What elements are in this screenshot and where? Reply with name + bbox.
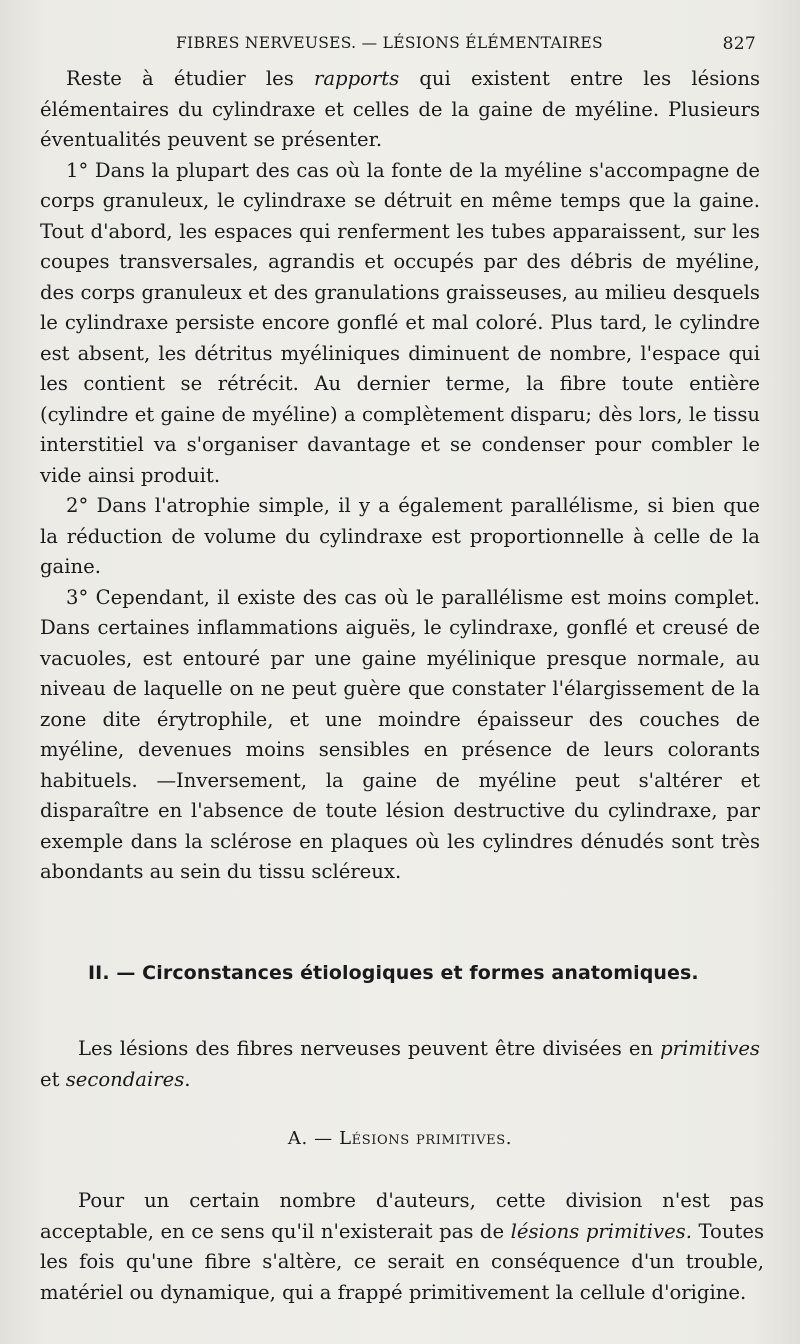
paragraph-text: Toutes les fois qu'une fibre s'altère, ce serait en conséquence d'un trouble, matériel ou dynamique, qui a frappé primitivement la cellule d'origine. (40, 1219, 764, 1304)
paragraph-text: qui existent entre les lésions élémentaires du cylindraxe et celles de la gaine de myéline. Plusieurs éventualités peuvent se présenter. (40, 67, 761, 151)
final-text (40, 1186, 764, 1308)
emphasis-secondaires: secondaires (65, 1067, 185, 1091)
section-heading: II. — Circonstances étiologiques et formes anatomiques. (88, 962, 699, 984)
paragraph-text: et (40, 1067, 66, 1091)
subsection-title-text: Lésions primitives. (339, 1128, 513, 1149)
main-text (40, 64, 760, 888)
paragraph-text: Reste à étudier les (66, 67, 314, 90)
paragraph-auteurs (40, 1186, 764, 1308)
running-header (40, 34, 756, 58)
paragraph-text: Les lésions des fibres nerveuses peuvent être divisées en (78, 1037, 661, 1060)
paragraph-point-1: 1° Dans la plupart des cas où la fonte de la myéline s'accompagne de corps granuleux, le cylindraxe se détruit en même temps que la gaine. Tout d'abord, les espaces qui renferment les tubes apparaissent, sur les coupes transversales, agrandis et occupés par des débris de myéline, des corps granuleux et des granulations graisseuses, au milieu desquels le cylindraxe persiste encore gonflé et mal coloré. Plus tard, le cylindre est absent, les détritus myéliniques diminuent de nombre, l'espace qui les contient se rétrécit. Au dernier terme, la fibre toute entière (cylindre et gaine de myéline) a complètement disparu; dès lors, le tissu interstitiel va s'organiser davantage et se condenser pour combler le vide ainsi produit. (40, 158, 760, 487)
paragraph-point-2: 2° Dans l'atrophie simple, il y a également parallélisme, si bien que la réduction de volume du cylindraxe est proportionnelle à celle de la gaine. (40, 494, 760, 578)
emphasis-lesions-primitives: lésions primitives. (510, 1219, 692, 1243)
paragraph-rapports (40, 64, 760, 156)
paragraph-divisions (40, 1034, 760, 1095)
subsection-letter: A. — (287, 1128, 340, 1149)
running-title: FIBRES NERVEUSES. — LÉSIONS ÉLÉMENTAIRES (176, 34, 603, 52)
emphasis-primitives: primitives (660, 1037, 760, 1060)
paragraph-text: . (184, 1067, 191, 1091)
paragraph-text: Pour un certain nombre d'auteurs, cette division n'est pas acceptable, en ce sens qu'il n'existerait pas de (40, 1189, 764, 1243)
section-intro (40, 1034, 760, 1095)
paragraph-point-3: 3° Cependant, il existe des cas où le parallélisme est moins complet. Dans certaines inflammations aiguës, le cylindraxe, gonflé et creusé de vacuoles, est entouré par une gaine myélinique presque normale, au niveau de laquelle on ne peut guère que constater l'élargissement de la zone dite érytrophile, et une moindre épaisseur des couches de myéline, devenues moins sensibles en présence de leurs colorants habituels. —Inversement, la gaine de myéline peut s'altérer et disparaître en l'absence de toute lésion destructive du cylindraxe, par exemple dans la sclérose en plaques où les cylindres dénudés sont très abondants au sein du tissu scléreux. (40, 585, 760, 883)
page-number: 827 (722, 34, 756, 54)
emphasis-rapports: rapports (313, 67, 400, 90)
subsection-heading (0, 1128, 800, 1149)
